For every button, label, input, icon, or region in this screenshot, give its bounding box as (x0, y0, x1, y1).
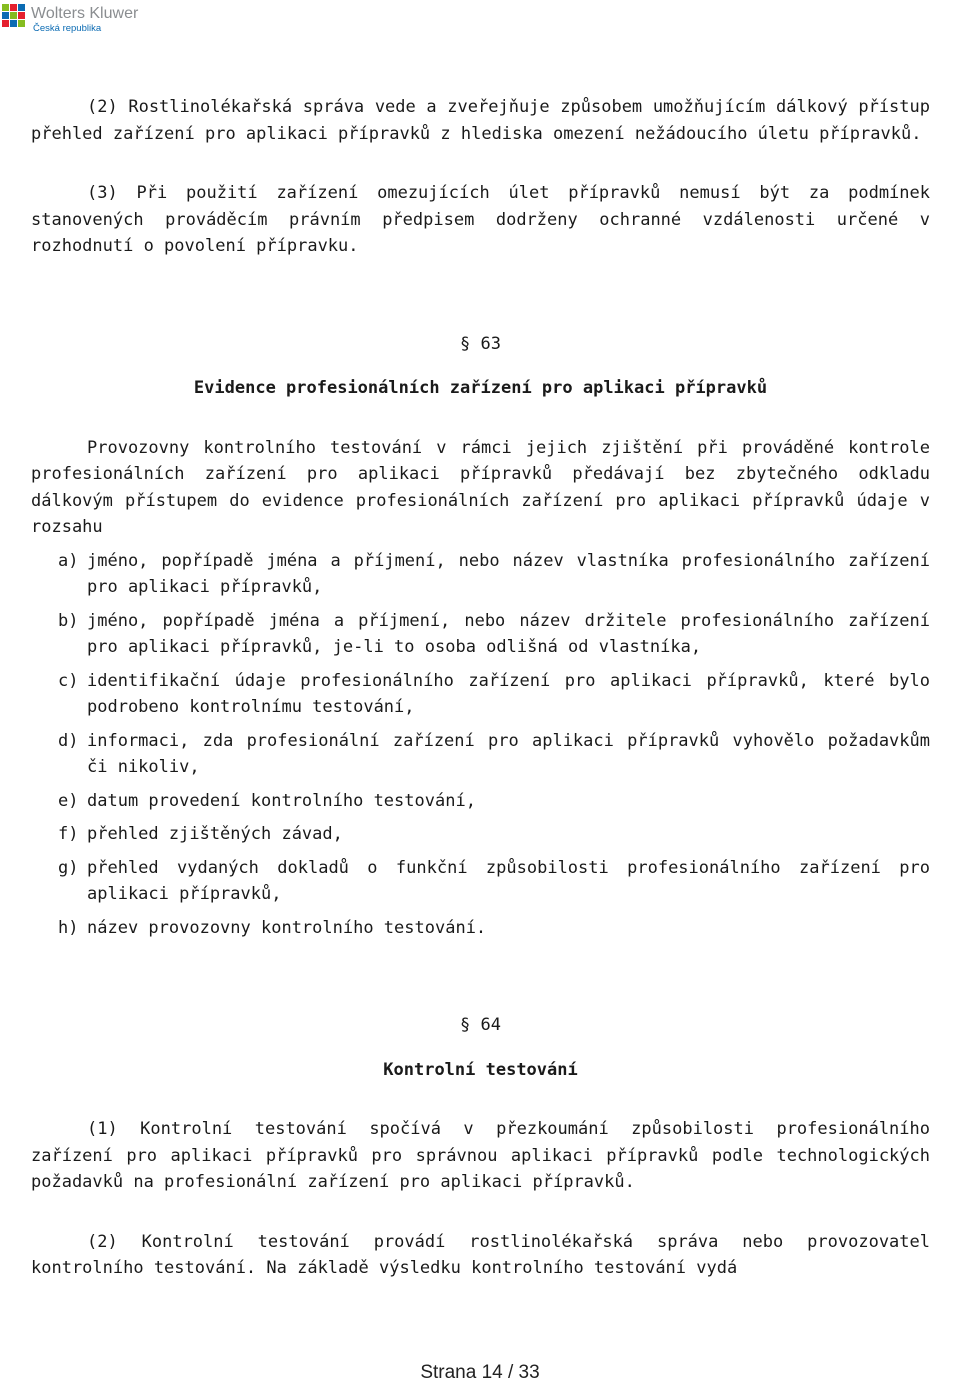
section-63-number: § 63 (460, 333, 501, 354)
logo-brand-name: Wolters Kluwer (31, 5, 139, 22)
list-item (31, 915, 930, 942)
item-text: identifikační údaje profesionálního zařízení pro aplikaci přípravků, které bylo podrobeno kontrolnímu testování, (87, 670, 930, 717)
item-label: c) (58, 670, 79, 691)
item-text: jméno, popřípadě jména a příjmení, nebo název držitele profesionálního zařízení pro aplikaci přípravků, je-li to osoba odlišná od vlastníka, (87, 610, 930, 657)
section-63-item-list (31, 548, 930, 942)
item-text: jméno, popřípadě jména a příjmení, nebo název vlastníka profesionálního zařízení pro aplikaci přípravků, (87, 550, 930, 597)
list-item (31, 548, 930, 601)
list-item (31, 788, 930, 815)
item-label: b) (58, 610, 79, 631)
item-label: g) (58, 857, 79, 878)
item-text: název provozovny kontrolního testování. (87, 917, 487, 938)
item-label: e) (58, 790, 79, 811)
publisher-logo (2, 2, 152, 34)
document-body (31, 94, 930, 1282)
item-label: d) (58, 730, 79, 751)
section-64-title: Kontrolní testování (383, 1059, 578, 1080)
intro-paragraph-2: (2) Rostlinolékařská správa vede a zveřejňuje způsobem umožňujícím dálkový přístup přehled zařízení pro aplikaci přípravků z hlediska omezení nežádoucího úletu přípravků. (31, 97, 930, 144)
section-64-paragraph-2: (2) Kontrolní testování provádí rostlinolékařská správa nebo provozovatel kontrolního testování. Na základě výsledku kontrolního testování vydá (31, 1231, 930, 1278)
intro-paragraph-3: (3) Při použití zařízení omezujících úlet přípravků nemusí být za podmínek stanovených prováděcím právním předpisem dodrženy ochranné vzdálenosti určené v rozhodnutí o povolení přípravku. (31, 183, 930, 256)
page-number: Strana 14 / 33 (420, 1362, 540, 1383)
item-text: přehled vydaných dokladů o funkční způsobilosti profesionálního zařízení pro aplikaci přípravků, (87, 857, 930, 904)
item-text: informaci, zda profesionální zařízení pro aplikaci přípravků vyhovělo požadavkům či nikoliv, (87, 730, 930, 777)
list-item (31, 728, 930, 781)
item-label: f) (58, 824, 79, 844)
list-item (31, 855, 930, 908)
list-item (31, 668, 930, 721)
list-item (31, 608, 930, 661)
logo-subbrand: Česká republika (33, 23, 102, 34)
wolters-kluwer-logo-icon (2, 4, 26, 28)
section-63-title: Evidence profesionálních zařízení pro aplikaci přípravků (193, 378, 768, 398)
item-label: h) (58, 917, 79, 938)
list-item (31, 821, 930, 848)
item-label: a) (58, 550, 79, 571)
section-64-number: § 64 (460, 1015, 501, 1035)
section-64-paragraph-1: (1) Kontrolní testování spočívá v přezkoumání způsobilosti profesionálního zařízení pro aplikaci přípravků pro správnou aplikaci přípravků podle technologických požadavků na profesionální zařízení pro aplikaci přípravků. (31, 1119, 930, 1192)
item-text: přehled zjištěných závad, (87, 824, 343, 844)
section-63-lead: Provozovny kontrolního testování v rámci jejich zjištění při prováděné kontrole profesionálních zařízení pro aplikaci přípravků předávají bez zbytečného odkladu dálkovým přístupem do evidence profesionálních zařízení pro aplikaci přípravků údaje v rozsahu (31, 437, 930, 537)
item-text: datum provedení kontrolního testování, (87, 790, 476, 811)
